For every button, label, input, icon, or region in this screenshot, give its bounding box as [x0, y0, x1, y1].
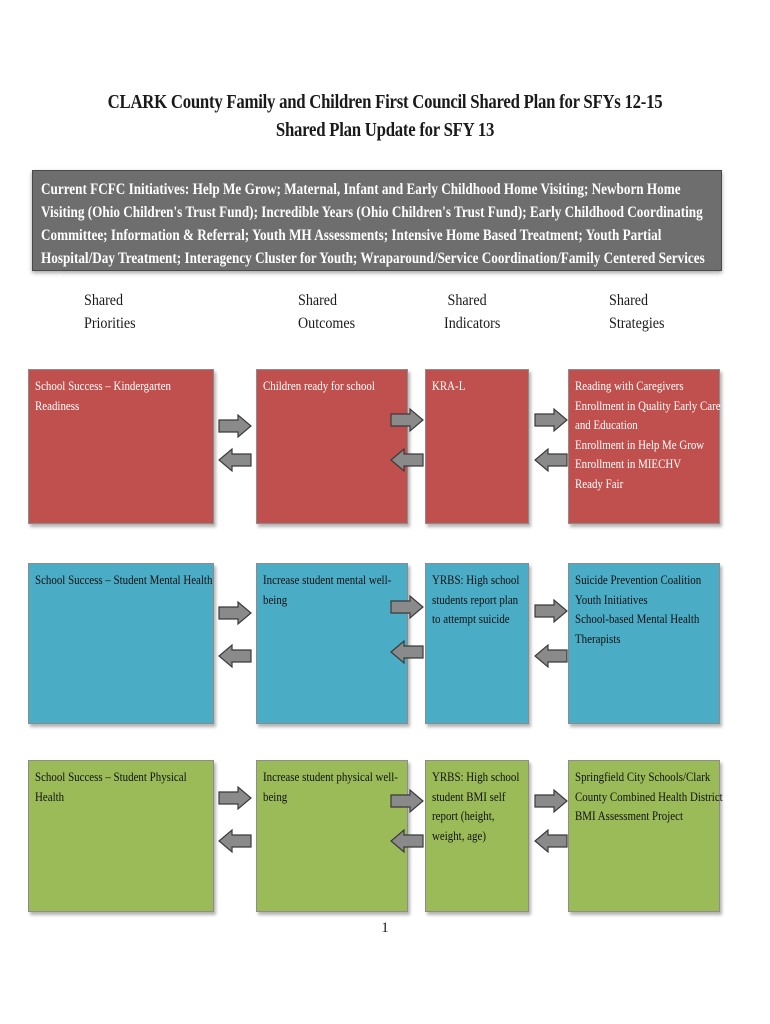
right-arrow-icon: [534, 599, 568, 623]
indicator-text: KRA-L: [432, 378, 466, 393]
right-arrow-icon: [218, 414, 252, 438]
column-header-line: Indicators: [444, 315, 501, 332]
column-header-line: Shared: [84, 292, 124, 309]
strategy-box-kindergarten: [568, 369, 720, 524]
left-arrow-icon: [390, 448, 424, 472]
strategy-box-physical-health: [568, 760, 723, 912]
indicator-box-mental-health: [425, 563, 529, 724]
outcome-box-kindergarten: [256, 369, 408, 524]
outcome-box-mental-health: [256, 563, 408, 724]
right-arrow-icon: [390, 408, 424, 432]
right-arrow-icon: [534, 789, 568, 813]
column-header-line: Shared: [609, 292, 649, 309]
left-arrow-icon: [534, 644, 568, 668]
priority-box-mental-health: [28, 563, 214, 724]
column-header-outcomes: [298, 289, 355, 335]
strategy-item: Suicide Prevention Coalition Youth Initiatives: [575, 572, 702, 607]
indicator-box-kindergarten: [425, 369, 529, 524]
column-header-line: Outcomes: [298, 315, 356, 332]
page-number: 1: [381, 920, 389, 936]
strategy-item: Ready Fair: [575, 475, 624, 491]
strategy-box-mental-health: [568, 563, 720, 724]
outcome-box-physical-health: [256, 760, 408, 912]
strategy-list: [575, 570, 723, 648]
priority-text: School Success – Student Physical Health: [35, 769, 187, 804]
priority-text: School Success – Kindergarten Readiness: [35, 378, 171, 413]
left-arrow-icon: [390, 829, 424, 853]
right-arrow-icon: [534, 408, 568, 432]
left-arrow-icon: [534, 448, 568, 472]
indicator-box-physical-health: [425, 760, 529, 912]
left-arrow-icon: [218, 829, 252, 853]
outcome-text: Children ready for school: [263, 378, 375, 393]
document-title-line2: Shared Plan Update for SFY 13: [275, 120, 495, 141]
column-header-line: Priorities: [84, 315, 136, 332]
priority-text: School Success – Student Mental Health: [35, 572, 213, 587]
right-arrow-icon: [390, 595, 424, 619]
column-header-line: Shared: [447, 292, 487, 309]
priority-box-kindergarten: [28, 369, 214, 524]
column-header-strategies: [609, 289, 665, 335]
initiatives-text: Current FCFC Initiatives: Help Me Grow; Maternal, Infant and Early Childhood Home Visiting; Newborn Home Visiting (Ohio Children's Trust Fund); Incredible Years (Ohio Children's Trust Fund); Early Childhood Coordinating Committee; Information & Referral; Youth MH Assessments; Intensive Home Based Treatment; Youth Partial Hospital/Day Treatment; Interagency Cluster for Youth; Wraparound/Service Coordination/Family Centered Services and: [41, 181, 705, 290]
strategy-item: Springfield City Schools/Clark County Combined Health District BMI Assessment Project: [575, 769, 723, 824]
outcome-text: Increase student physical well-being: [263, 769, 398, 804]
right-arrow-icon: [218, 786, 252, 810]
initiatives-banner: [32, 170, 722, 290]
left-arrow-icon: [218, 448, 252, 472]
strategy-item: Reading with Caregivers: [575, 378, 684, 393]
strategy-item: Enrollment in Quality Early Care and Education: [575, 397, 721, 433]
left-arrow-icon: [534, 829, 568, 853]
strategy-item: Enrollment in Help Me Grow: [575, 436, 705, 452]
strategy-item: Enrollment in MIECHV: [575, 456, 682, 472]
right-arrow-icon: [390, 789, 424, 813]
priority-box-physical-health: [28, 760, 214, 912]
column-header-line: Shared: [298, 292, 338, 309]
indicator-text: YRBS: High school student BMI self report (height, weight, age): [432, 769, 520, 843]
outcome-text: Increase student mental well-being: [263, 572, 392, 607]
indicator-text: YRBS: High school students report plan to attempt suicide: [432, 572, 520, 627]
column-header-line: Strategies: [609, 315, 665, 332]
left-arrow-icon: [390, 640, 424, 664]
document-title-line1: CLARK County Family and Children First Council Shared Plan for SFYs 12-15: [107, 92, 663, 113]
column-header-indicators: [444, 289, 500, 335]
column-header-priorities: [84, 289, 136, 335]
strategy-list: [575, 376, 723, 494]
left-arrow-icon: [218, 644, 252, 668]
strategy-item: School-based Mental Health Therapists: [575, 611, 700, 646]
right-arrow-icon: [218, 601, 252, 625]
